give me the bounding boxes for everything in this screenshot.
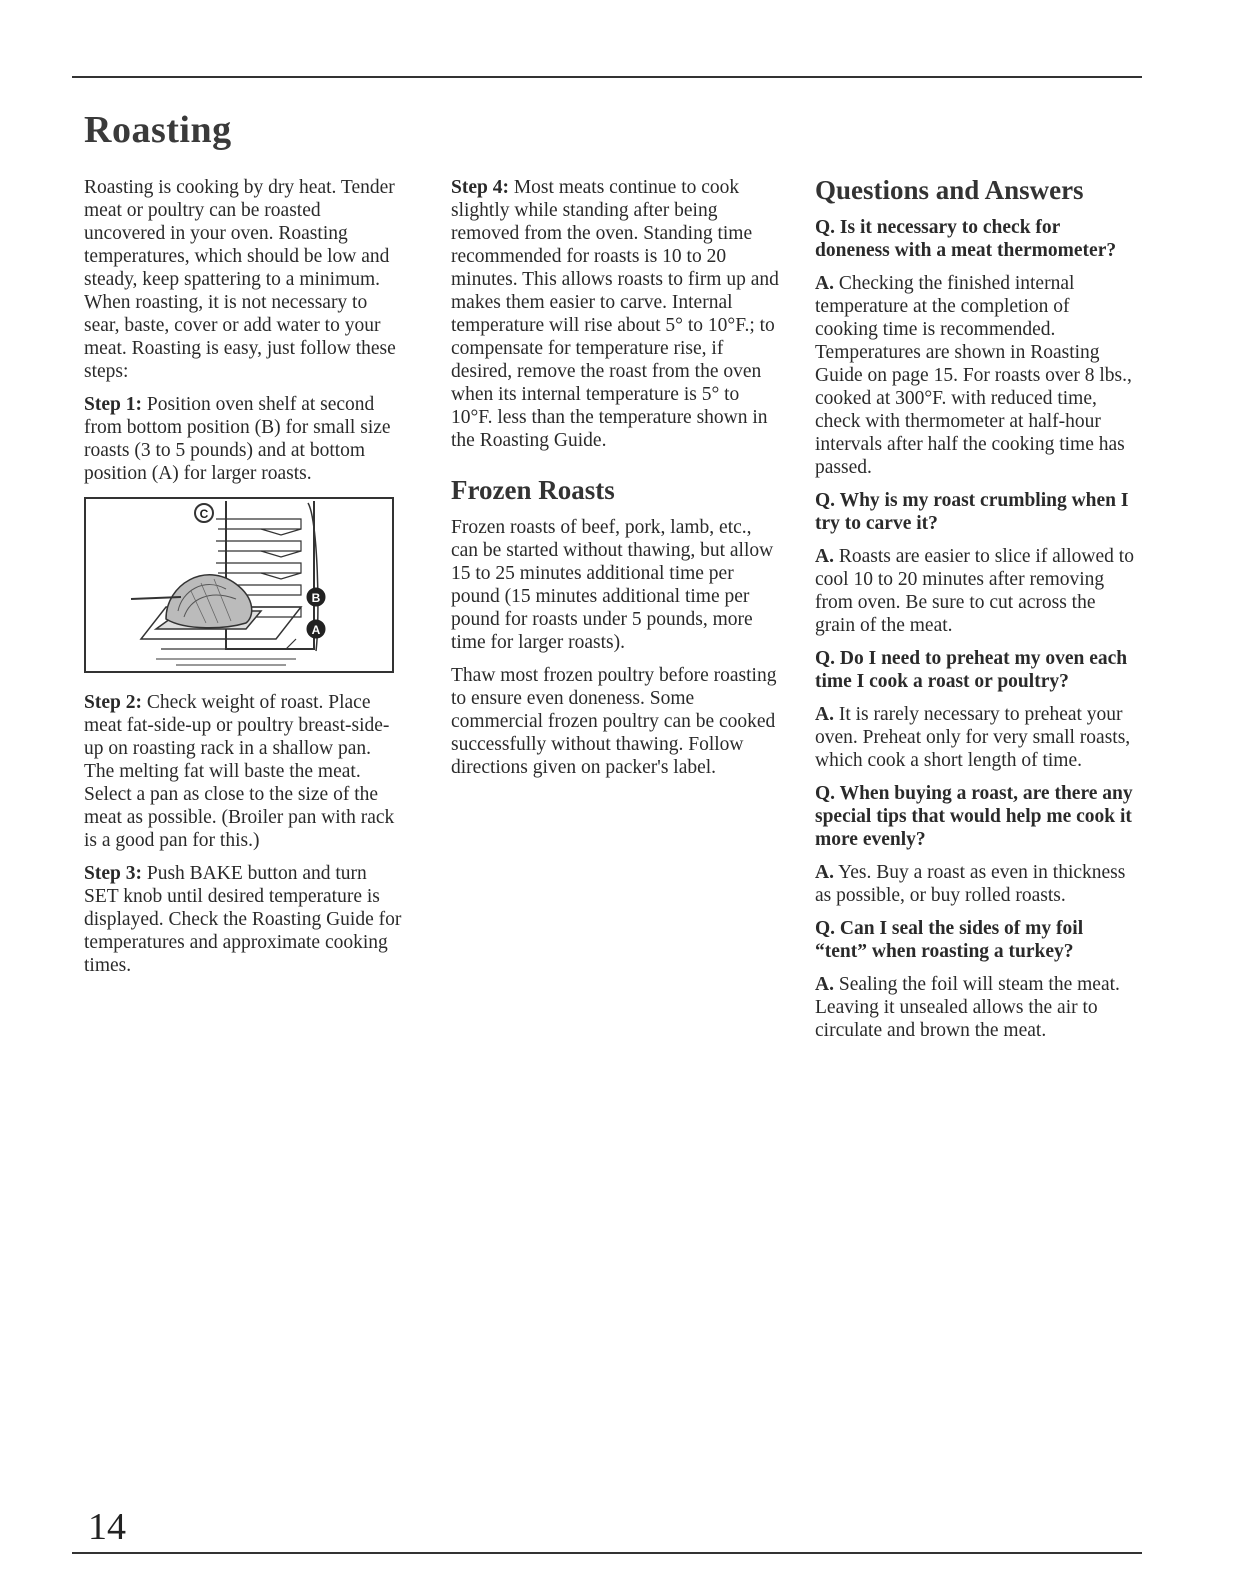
answer-4-prefix: A. [815, 862, 834, 883]
column-left [84, 176, 404, 987]
frozen-roasts-heading: Frozen Roasts [451, 475, 615, 505]
answer-2-text: Roasts are easier to slice if allowed to cool 10 to 20 minutes after removing from oven. Be sure to cut across the grain of the meat. [815, 546, 1134, 636]
frozen-paragraph-2: Thaw most frozen poultry before roasting to ensure even doneness. Some commercial frozen poultry can be cooked successfully without thawing. Follow directions given on packer's label. [451, 665, 777, 778]
step-1-text: Position oven shelf at second from bottom position (B) for small size roasts (3 to 5 pounds) and at bottom position (A) for larger roasts. [84, 394, 391, 484]
page-title: Roasting [84, 109, 232, 151]
step-4-paragraph [451, 176, 781, 452]
question-4: Q. When buying a roast, are there any special tips that would help me cook it more evenly? [815, 783, 1133, 850]
step-2-label: Step 2: [84, 692, 142, 713]
step-3-text: Push BAKE button and turn SET knob until desired temperature is displayed. Check the Roasting Guide for temperatures and approximate cooking times. [84, 863, 402, 976]
bottom-rule [72, 1552, 1142, 1554]
answer-2 [815, 545, 1135, 637]
step-1-paragraph [84, 393, 404, 485]
qa-heading: Questions and Answers [815, 175, 1084, 205]
oven-shelf-illustration [84, 497, 394, 673]
step-4-text: Most meats continue to cook slightly while standing after being removed from the oven. Standing time recommended for roasts is 10 to 20 minutes. This allows roasts to firm up and makes them easier to carve. Internal temperature will rise about 5° to 10°F.; to compensate for temperature rise, if desired, remove the roast from the oven when its internal temperature is 5° to 10°F. less than the temperature shown in the Roasting Guide. [451, 177, 779, 451]
step-1-label: Step 1: [84, 394, 142, 415]
step-3-label: Step 3: [84, 863, 142, 884]
answer-2-prefix: A. [815, 546, 834, 567]
intro-paragraph: Roasting is cooking by dry heat. Tender meat or poultry can be roasted uncovered in your oven. Roasting temperatures, which should be low and steady, keep spattering to a minimum. When roasting, it is not necessary to sear, baste, cover or add water to your meat. Roasting is easy, just follow these steps: [84, 177, 396, 382]
answer-3 [815, 703, 1135, 772]
question-1: Q. Is it necessary to check for doneness with a meat thermometer? [815, 217, 1117, 261]
top-rule [72, 76, 1142, 78]
page-number: 14 [88, 1506, 126, 1548]
answer-4-text: Yes. Buy a roast as even in thickness as possible, or buy rolled roasts. [815, 862, 1126, 906]
oven-roast-drawing [86, 499, 392, 671]
answer-5 [815, 973, 1135, 1042]
column-middle [451, 176, 781, 789]
answer-1-text: Checking the finished internal temperature at the completion of cooking time is recommended. Temperatures are shown in Roasting Guide on page 15. For roasts over 8 lbs., cooked at 300°F. with reduced time, check with thermometer at half-hour intervals after half the cooking time has passed. [815, 273, 1132, 478]
answer-1 [815, 272, 1135, 479]
frozen-paragraph-1: Frozen roasts of beef, pork, lamb, etc., can be started without thawing, but allow 15 to 25 minutes additional time per pound (15 minutes additional time per pound for roasts under 5 pounds, more time for larger roasts). [451, 517, 774, 653]
answer-4 [815, 861, 1135, 907]
answer-5-prefix: A. [815, 974, 834, 995]
step-2-text: Check weight of roast. Place meat fat-side-up or poultry breast-side-up on roasting rack in a shallow pan. The melting fat will baste the meat. Select a pan as close to the size of the meat as possible. (Broiler pan with rack is a good pan for this.) [84, 692, 395, 851]
label-b: B [311, 591, 321, 605]
answer-5-text: Sealing the foil will steam the meat. Leaving it unsealed allows the air to circulate and brown the meat. [815, 974, 1120, 1041]
step-4-label: Step 4: [451, 177, 509, 198]
question-3: Q. Do I need to preheat my oven each time I cook a roast or poultry? [815, 648, 1128, 692]
answer-3-text: It is rarely necessary to preheat your oven. Preheat only for very small roasts, which cook a short length of time. [815, 704, 1131, 771]
answer-3-prefix: A. [815, 704, 834, 725]
label-a: A [311, 623, 321, 637]
step-3-paragraph [84, 862, 404, 977]
step-2-paragraph [84, 691, 404, 852]
question-2: Q. Why is my roast crumbling when I try to carve it? [815, 490, 1129, 534]
question-5: Q. Can I seal the sides of my foil “tent” when roasting a turkey? [815, 918, 1084, 962]
column-right [815, 174, 1135, 1052]
label-c: C [199, 507, 209, 521]
answer-1-prefix: A. [815, 273, 834, 294]
